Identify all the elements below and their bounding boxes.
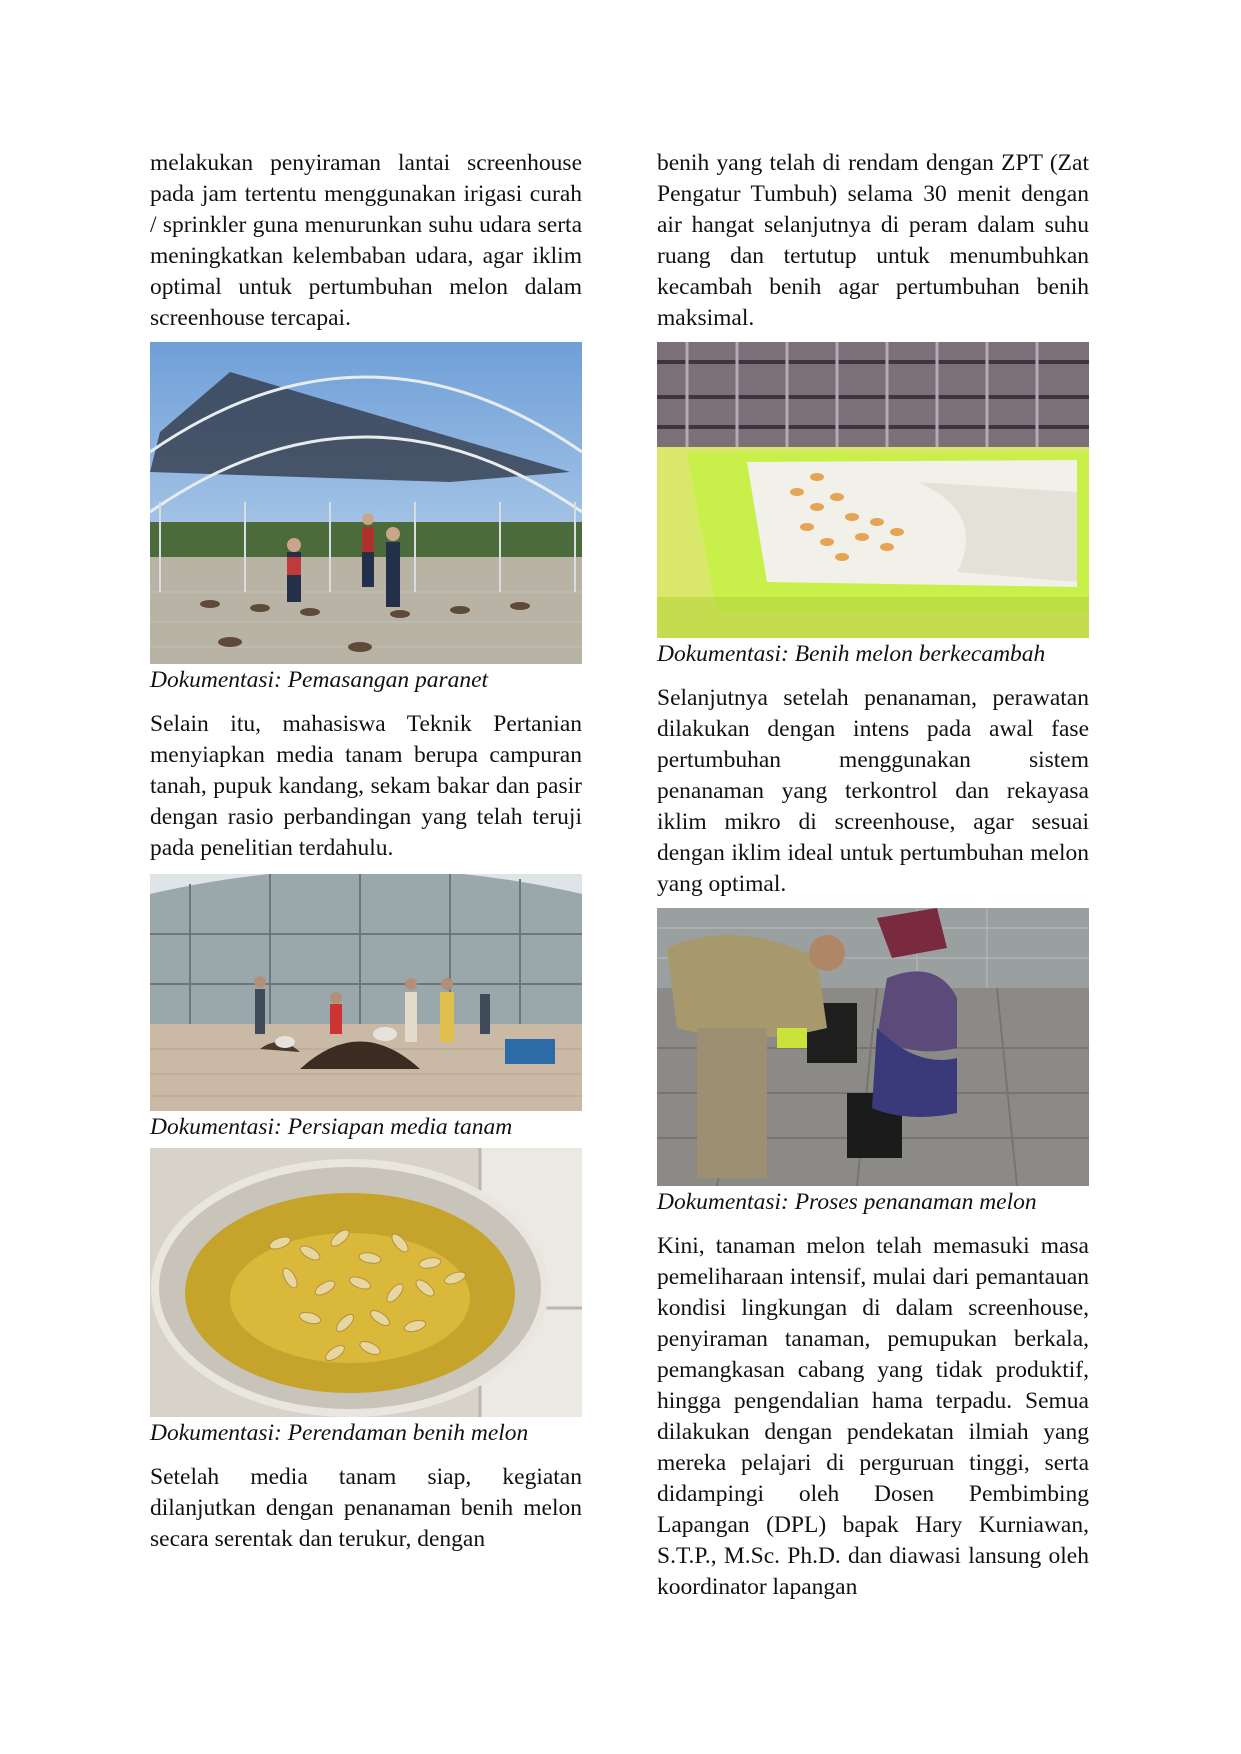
caption-seed-soaking: Dokumentasi: Perendaman benih melon (150, 1420, 529, 1446)
paragraph-seed-treatment: benih yang telah di rendam dengan ZPT (Zat Pengatur Tumbuh) selama 30 menit dengan air hangat selanjutnya di peram dalam suhu ruang dan tertutup untuk menumbuhkan kecambah benih agar pertumbuhan benih maksimal. (657, 150, 1089, 331)
paragraph-planting-media: Selain itu, mahasiswa Teknik Pertanian menyiapkan media tanam berupa campuran tanah, pupuk kandang, sekam bakar dan pasir dengan rasio perbandingan yang telah teruji pada penelitian terdahulu. (150, 711, 582, 861)
caption-planting-media: Dokumentasi: Persiapan media tanam (150, 1114, 513, 1140)
photo-planting-process (657, 908, 1089, 1186)
paragraph-current-status: Kini, tanaman melon telah memasuki masa pemeliharaan intensif, mulai dari pemantauan kondisi lingkungan di dalam screenhouse, penyiraman tanaman, pemupukan berkala, pemangkasan cabang yang tidak produktif, hingga pengendalian hama terpadu. Semua dilakukan dengan pendekatan ilmiah yang mereka pelajari di perguruan tinggi, serta didampingi oleh Dosen Pembimbing Lapangan (DPL) bapak Hary Kurniawan, S.T.P., M.Sc. Ph.D. dan diawasi lansung oleh koordinator lapangan (657, 1233, 1089, 1600)
photo-planting-media-preparation (150, 874, 582, 1111)
photo-germinating-seeds (657, 342, 1089, 638)
paragraph-planting-start: Setelah media tanam siap, kegiatan dilanjutkan dengan penanaman benih melon secara serentak dan terukur, dengan (150, 1464, 582, 1552)
left-column (150, 148, 582, 1555)
right-column (657, 148, 1089, 1603)
paragraph-maintenance: Selanjutnya setelah penanaman, perawatan dilakukan dengan intens pada awal fase pertumbuhan menggunakan sistem penanaman yang terkontrol dan rekayasa iklim mikro di screenhouse, agar sesuai dengan iklim ideal untuk pertumbuhan melon yang optimal. (657, 685, 1089, 897)
caption-paranet: Dokumentasi: Pemasangan paranet (150, 667, 489, 693)
caption-germinating: Dokumentasi: Benih melon berkecambah (657, 641, 1046, 667)
photo-paranet-installation (150, 342, 582, 664)
caption-planting-process: Dokumentasi: Proses penanaman melon (657, 1189, 1037, 1215)
photo-seed-soaking (150, 1148, 582, 1417)
paragraph-irrigation: melakukan penyiraman lantai screenhouse pada jam tertentu menggunakan irigasi curah / sprinkler guna menurunkan suhu udara serta meningkatkan kelembaban udara, agar iklim optimal untuk pertumbuhan melon dalam screenhouse tercapai. (150, 150, 582, 331)
